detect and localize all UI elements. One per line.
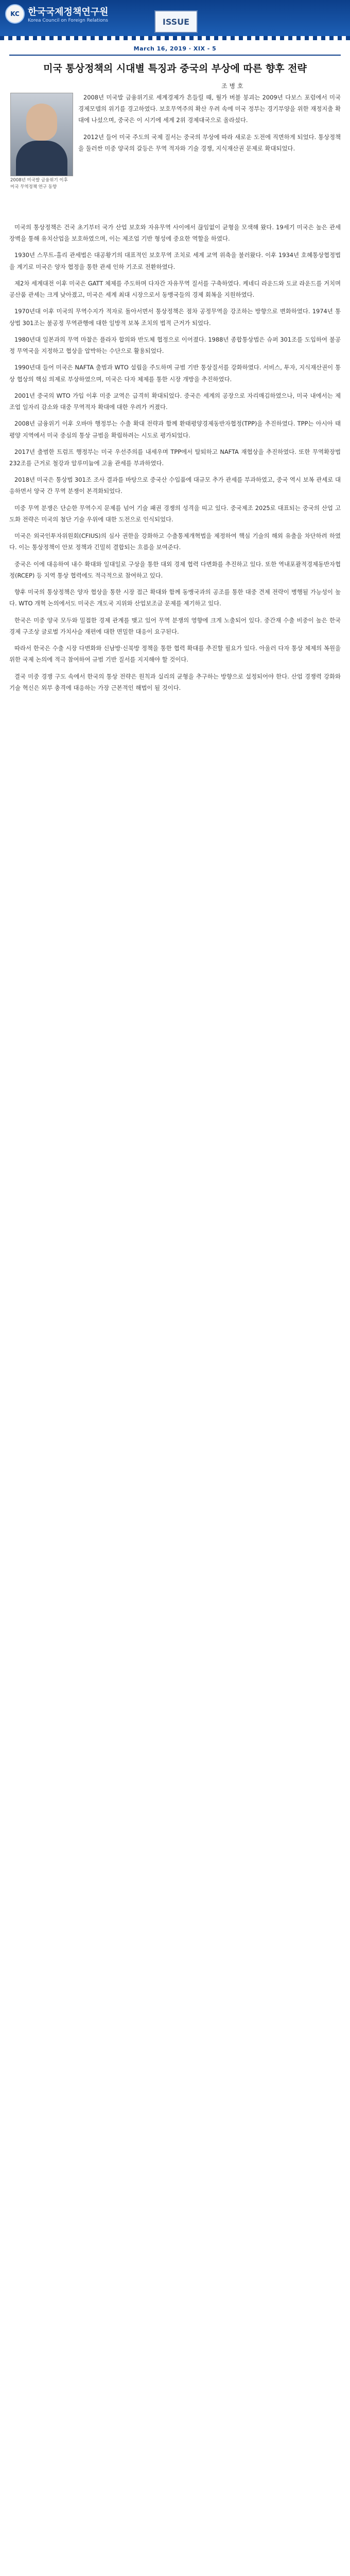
paragraph: 미중 무역 분쟁은 단순한 무역수지 문제를 넘어 기술 패권 경쟁의 성격을 띠고 있다. 중국제조 2025로 대표되는 중국의 산업 고도화 전략은 미국의 첨단 기술 우위에 대한 도전으로 인식되었다.: [9, 504, 341, 523]
author-name: 조 병 호: [221, 82, 243, 90]
masthead: [0, 0, 350, 36]
paragraph: 1990년대 들어 미국은 NAFTA 출범과 WTO 설립을 주도하며 규범 기반 통상질서를 강화하였다. 서비스, 투자, 지식재산권이 통상 협상의 핵심 의제로 부상하였으며, 미국은 다자 체제를 통한 시장 개방을 추진하였다.: [9, 364, 341, 383]
paragraph: 1930년 스무트-홀리 관세법은 대공황기의 대표적인 보호무역 조치로 세계 교역 위축을 불러왔다. 이후 1934년 호혜통상협정법을 계기로 미국은 양자 협정을 통한 관세 인하 기조로 전환하였다.: [9, 251, 341, 270]
paragraph: 미국은 외국인투자위원회(CFIUS)의 심사 권한을 강화하고 수출통제개혁법을 제정하여 핵심 기술의 해외 유출을 차단하려 하였다. 이는 통상정책이 안보 정책과 긴밀히 결합되는 흐름을 보여준다.: [9, 532, 341, 551]
paragraph: 결국 미중 경쟁 구도 속에서 한국의 통상 전략은 원칙과 실리의 균형을 추구하는 방향으로 설정되어야 한다. 산업 경쟁력 강화와 기술 혁신은 외부 충격에 대응하는 가장 근본적인 해법이 될 것이다.: [9, 672, 341, 691]
paragraph: 2008년 미국발 금융위기로 세계경제가 흔들릴 때, 월가 버블 붕괴는 2009년 다보스 포럼에서 미국 경제모델의 위기를 경고하였다. 보호무역주의 확산 우려 속에 미국 정부는 경기부양을 위한 재정지출 확대에 나섰으며, 중국은 이 시기에 세계 2위 경제대국으로 올라섰다.: [78, 94, 341, 124]
org-name-en: Korea Council on Foreign Relations: [28, 18, 108, 23]
lead-section: [78, 92, 341, 159]
org-logo: [5, 4, 109, 24]
paragraph: 따라서 한국은 수출 시장 다변화와 신남방·신북방 정책을 통한 협력 확대를 추진할 필요가 있다. 아울러 다자 통상 체제의 복원을 위한 국제 논의에 적극 참여하여 규범 기반 질서를 지지해야 할 것이다.: [9, 645, 341, 664]
decorative-stripe: [0, 36, 350, 40]
paragraph: 한국은 미중 양국 모두와 밀접한 경제 관계를 맺고 있어 무역 분쟁의 영향에 크게 노출되어 있다. 중간재 수출 비중이 높은 한국 경제 구조상 글로벌 가치사슬 재편에 대한 면밀한 대응이 요구된다.: [9, 616, 341, 635]
paragraph: 2018년 미국은 통상법 301조 조사 결과를 바탕으로 중국산 수입품에 대규모 추가 관세를 부과하였고, 중국 역시 보복 관세로 대응하면서 양국 간 무역 분쟁이 본격화되었다.: [9, 476, 341, 495]
article-body: [9, 222, 341, 699]
issue-date: March 16, 2019 · XIX - 5: [133, 45, 217, 52]
article-title: 미국 통상정책의 시대별 특징과 중국의 부상에 따른 향후 전략: [43, 63, 307, 74]
author-photo: [10, 93, 73, 176]
photo-caption: 2008년 미국발 금융위기 이후 미국 무역정책 연구 동향: [10, 178, 68, 190]
paragraph: 제2차 세계대전 이후 미국은 GATT 체제를 주도하며 다자간 자유무역 질서를 구축하였다. 케네디 라운드와 도쿄 라운드를 거치며 공산품 관세는 크게 낮아졌고, 미국은 세계 최대 시장으로서 동맹국들의 경제 회복을 지원하였다.: [9, 279, 341, 299]
paragraph: 2008년 금융위기 이후 오바마 행정부는 수출 확대 전략과 함께 환태평양경제동반자협정(TPP)을 추진하였다. TPP는 아시아 태평양 지역에서 미국 중심의 통상 규범을 확립하려는 시도로 평가되었다.: [9, 420, 341, 439]
paragraph: 미국의 통상정책은 건국 초기부터 국가 산업 보호와 자유무역 사이에서 끊임없이 균형을 모색해 왔다. 19세기 미국은 높은 관세 장벽을 통해 유치산업을 보호하였으며, 이는 제조업 기반 형성에 중요한 역할을 하였다.: [9, 224, 341, 243]
paragraph: 2017년 출범한 트럼프 행정부는 미국 우선주의를 내세우며 TPP에서 탈퇴하고 NAFTA 재협상을 추진하였다. 또한 무역확장법 232조를 근거로 철강과 알루미늄에 고율 관세를 부과하였다.: [9, 448, 341, 467]
title-divider: [9, 55, 341, 56]
series-label: ISSUE: [154, 10, 198, 33]
org-name-ko: 한국국제정책연구원: [28, 7, 109, 18]
portrait-body: [16, 141, 67, 176]
paragraph: 1970년대 이후 미국의 무역수지가 적자로 돌아서면서 통상정책은 점차 공정무역을 강조하는 방향으로 변화하였다. 1974년 통상법 301조는 불공정 무역관행에 대한 일방적 보복 조치의 법적 근거가 되었다.: [9, 308, 341, 327]
paragraph: 향후 미국의 통상정책은 양자 협상을 통한 시장 접근 확대와 함께 동맹국과의 공조를 통한 대중 견제 전략이 병행될 가능성이 높다. WTO 개혁 논의에서도 미국은 개도국 지위와 산업보조금 문제를 제기하고 있다.: [9, 588, 341, 607]
paragraph: 2001년 중국의 WTO 가입 이후 미중 교역은 급격히 확대되었다. 중국은 세계의 공장으로 자리매김하였으나, 미국 내에서는 제조업 일자리 감소와 대중 무역적자 확대에 대한 우려가 커졌다.: [9, 392, 341, 411]
paragraph: 중국은 이에 대응하여 내수 확대와 일대일로 구상을 통한 대외 경제 협력 다변화를 추진하고 있다. 또한 역내포괄적경제동반자협정(RCEP) 등 지역 통상 협력에도 적극적으로 참여하고 있다.: [9, 560, 341, 579]
paragraph: 1980년대 일본과의 무역 마찰은 플라자 합의와 반도체 협정으로 이어졌다. 1988년 종합통상법은 슈퍼 301조를 도입하여 불공정 무역국을 지정하고 협상을 압박하는 수단으로 활용되었다.: [9, 335, 341, 355]
portrait-face: [26, 104, 57, 141]
emblem-icon: KC: [5, 4, 25, 24]
paragraph: 2012년 들어 미국 주도의 국제 질서는 중국의 부상에 따라 새로운 도전에 직면하게 되었다. 통상정책을 둘러싼 미중 양국의 갈등은 무역 적자와 기술 경쟁, 지식재산권 문제로 확대되었다.: [78, 133, 341, 152]
